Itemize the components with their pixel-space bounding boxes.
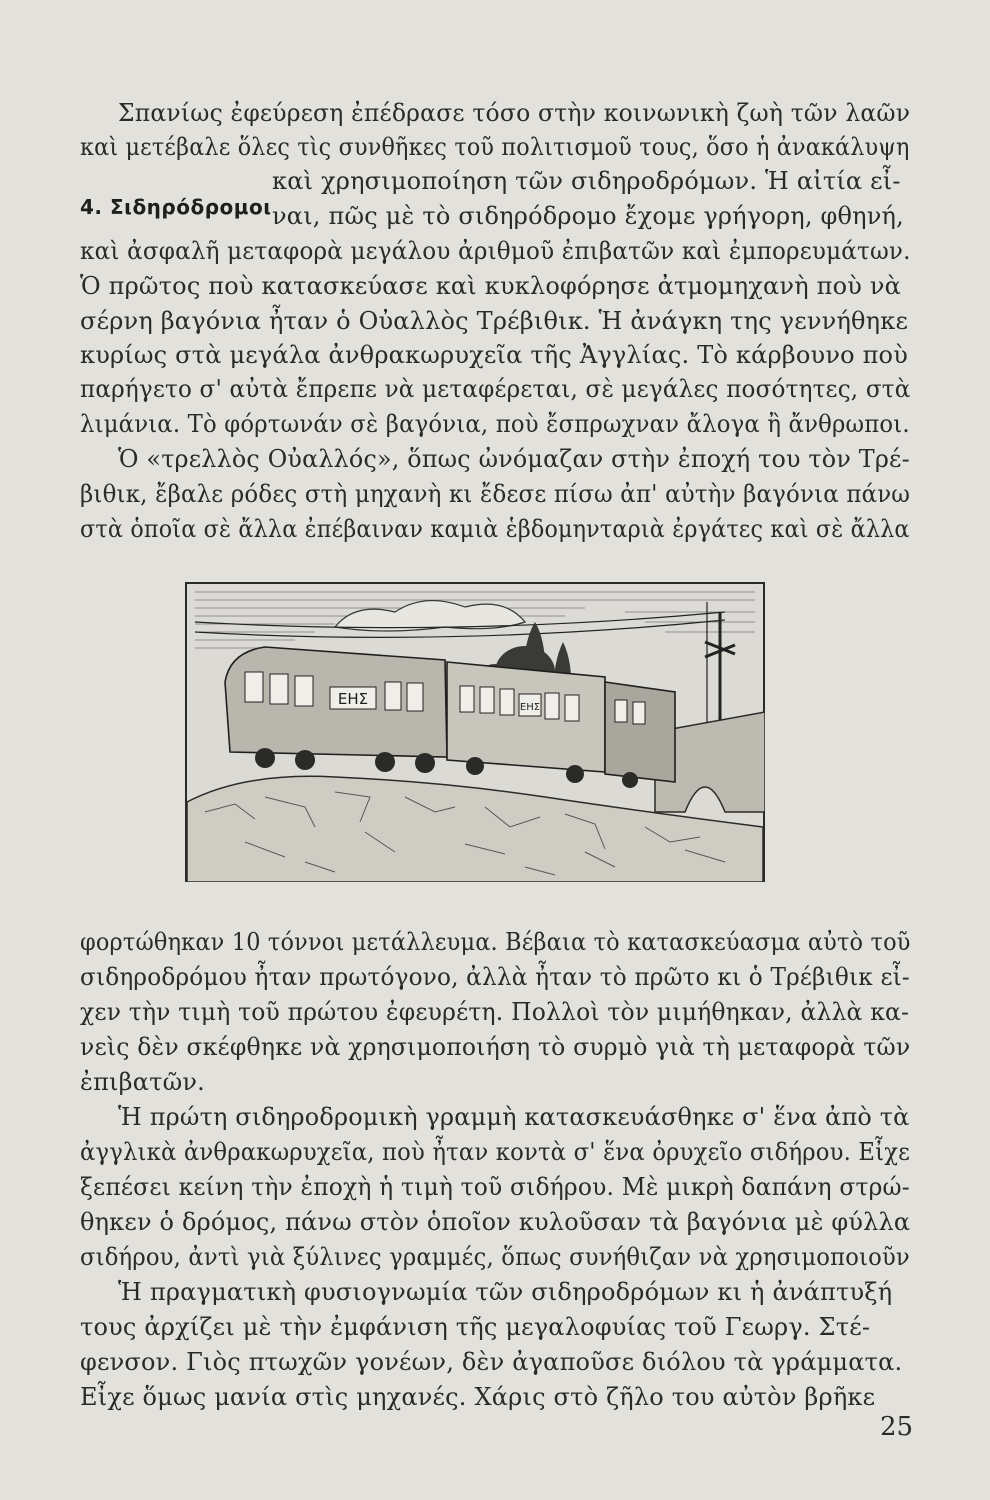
text-line: τους ἀρχίζει μὲ τὴν ἐμφάνιση τῆς μεγαλοφυίας τοῦ Γεωργ. Στέ- (80, 1313, 871, 1341)
text-line: ναι, πῶς μὲ τὸ σιδηρόδρομο ἔχομε γρήγορη, φθηνή, (272, 202, 904, 230)
text-line: κυρίως στὰ μεγάλα ἀνθρακωρυχεῖα τῆς Ἀγγλίας. Τὸ κάρβουνο ποὺ (80, 341, 908, 369)
text-line: Ὁ πρῶτος ποὺ κατασκεύασε καὶ κυκλοφόρησε ἀτμομηχανὴ ποὺ νὰ (80, 272, 902, 300)
text-line: καὶ χρησιμοποίηση τῶν σιδηροδρόμων. Ἡ αἰτία εἶ- (272, 167, 901, 195)
text-line: σιδήρου, ἀντὶ γιὰ ξύλινες γραμμές, ὅπως συνήθιζαν νὰ χρησιμοποιοῦν (80, 1243, 910, 1271)
text-line: φορτώθηκαν 10 τόννοι μετάλλευμα. Βέβαια τὸ κατασκεύασμα αὐτὸ τοῦ (80, 928, 911, 956)
text-line: Εἶχε ὅμως μανία στὶς μηχανές. Χάρις στὸ ζῆλο του αὐτὸν βρῆκε (80, 1383, 876, 1411)
text-line: λιμάνια. Τὸ φόρτωνάν σὲ βαγόνια, ποὺ ἔσπρωχναν ἄλογα ἢ ἄνθρωποι. (80, 410, 910, 438)
text-line: στὰ ὁποῖα σὲ ἄλλα ἐπέβαιναν καμιὰ ἑβδομηνταριὰ ἐργάτες καὶ σὲ ἄλλα (80, 515, 910, 543)
text-line: φενσον. Γιὸς πτωχῶν γονέων, δὲν ἀγαποῦσε διόλου τὰ γράμματα. (80, 1348, 903, 1376)
text-line: παρήγετο σ' αὐτὰ ἔπρεπε νὰ μεταφέρεται, σὲ μεγάλες ποσότητες, στὰ (80, 375, 911, 403)
text-line: ἀγγλικὰ ἀνθρακωρυχεῖα, ποὺ ἦταν κοντὰ σ' ἕνα ὀρυχεῖο σιδήρου. Εἶχε (80, 1138, 911, 1166)
text-line: σέρνη βαγόνια ἦταν ὁ Οὐαλλὸς Τρέβιθικ. Ἡ ἀνάγκη της γεννήθηκε (80, 307, 909, 335)
section-heading (80, 195, 272, 219)
text-line: Σπανίως ἐφεύρεση ἐπέδρασε τόσο στὴν κοινωνικὴ ζωὴ τῶν λαῶν (118, 99, 911, 127)
text-line: σιδηροδρόμου ἦταν πρωτόγονο, ἀλλὰ ἦταν τὸ πρῶτο κι ὁ Τρέβιθικ εἶ- (80, 963, 910, 991)
text-line: Ἡ πραγματικὴ φυσιογνωμία τῶν σιδηροδρόμων κι ἡ ἀνάπτυξή (118, 1278, 893, 1306)
text-line: ξεπέσει κείνη τὴν ἐποχὴ ἡ τιμὴ τοῦ σιδήρου. Μὲ μικρὴ δαπάνη στρώ- (80, 1173, 910, 1201)
text-line: Ἡ πρώτη σιδηροδρομικὴ γραμμὴ κατασκευάσθηκε σ' ἕνα ἀπὸ τὰ (118, 1103, 910, 1131)
text-line: ἐπιβατῶν. (80, 1068, 206, 1096)
train-illustration (185, 582, 765, 882)
text-line: χεν τὴν τιμὴ τοῦ πρώτου ἐφευρέτη. Πολλοὶ τὸν μιμήθηκαν, ἀλλὰ κα- (80, 998, 910, 1026)
text-line: θηκεν ὁ δρόμος, πάνω στὸν ὁποῖον κυλοῦσαν τὰ βαγόνια μὲ φύλλα (80, 1208, 911, 1236)
section-title: Σιδηρόδρομοι (109, 195, 272, 219)
text-line: Ὁ «τρελλὸς Οὐαλλός», ὅπως ὠνόμαζαν στὴν ἐποχή του τὸν Τρέ- (118, 445, 910, 473)
text-line: βιθικ, ἔβαλε ρόδες στὴ μηχανὴ κι ἔδεσε πίσω ἀπ' αὐτὴν βαγόνια πάνω (80, 480, 911, 508)
text-line: καὶ ἀσφαλῆ μεταφορὰ μεγάλου ἀριθμοῦ ἐπιβατῶν καὶ ἐμπορευμάτων. (80, 237, 911, 265)
text-line: καὶ μετέβαλε ὅλες τὶς συνθῆκες τοῦ πολιτισμοῦ τους, ὅσο ἡ ἀνακάλυψη (80, 133, 910, 161)
text-line: νεὶς δὲν σκέφθηκε νὰ χρησιμοποιήση τὸ συρμὸ γιὰ τὴ μεταφορὰ τῶν (80, 1033, 911, 1061)
section-number: 4. (80, 195, 103, 219)
car-sign-right: ΕΗΣ (519, 702, 541, 713)
page-number: 25 (880, 1412, 914, 1442)
car-sign-left: ΕΗΣ (337, 690, 369, 708)
